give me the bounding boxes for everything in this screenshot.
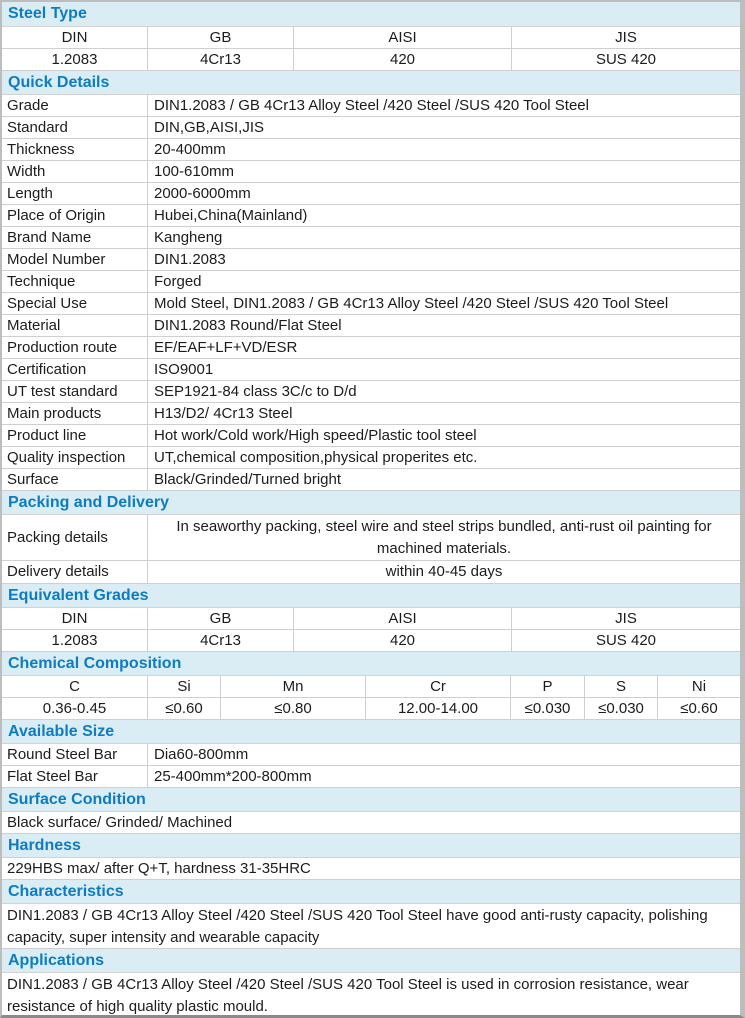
- equivalent-grades-values-row: [2, 630, 740, 652]
- detail-label: Material: [2, 315, 148, 336]
- steel-type-col-header: GB: [148, 27, 294, 48]
- grade-col-header: JIS: [615, 610, 637, 627]
- grade-col-header: AISI: [294, 608, 512, 629]
- size-label: Round Steel Bar: [2, 744, 148, 765]
- detail-label: Length: [2, 183, 148, 204]
- detail-label: Place of Origin: [2, 205, 148, 226]
- element-col-header: S: [585, 676, 658, 697]
- size-label: Flat Steel Bar: [2, 766, 148, 787]
- detail-value: DIN1.2083 / GB 4Cr13 Alloy Steel /420 Steel /SUS 420 Tool Steel: [154, 97, 589, 114]
- detail-value: UT,chemical composition,physical properites etc.: [154, 449, 478, 466]
- detail-label: Thickness: [2, 139, 148, 160]
- table-row: [2, 469, 740, 491]
- chemical-columns-row: [2, 676, 740, 698]
- detail-value: ISO9001: [154, 361, 214, 378]
- detail-value: Hubei,China(Mainland): [154, 207, 308, 224]
- detail-value: DIN1.2083: [154, 251, 226, 268]
- detail-label: Delivery details: [2, 561, 148, 583]
- detail-value: within 40-45 days: [385, 563, 503, 580]
- detail-label: Production route: [2, 337, 148, 358]
- table-row: [2, 744, 740, 766]
- section-header-surface-condition: Surface Condition: [2, 788, 740, 812]
- table-row: [2, 205, 740, 227]
- grade-value: 1.2083: [2, 630, 148, 651]
- detail-label: UT test standard: [2, 381, 148, 402]
- detail-value: Kangheng: [154, 229, 223, 246]
- applications-text: DIN1.2083 / GB 4Cr13 Alloy Steel /420 Steel /SUS 420 Tool Steel is used in corrosion resistance, wear resistance of high quality plastic mould.: [2, 973, 740, 1018]
- steel-type-col-header: JIS: [615, 29, 637, 46]
- section-header-characteristics: Characteristics: [2, 880, 740, 904]
- grade-col-header: DIN: [2, 608, 148, 629]
- detail-value: EF/EAF+LF+VD/ESR: [154, 339, 298, 356]
- detail-label: Grade: [2, 95, 148, 116]
- table-row: [2, 515, 740, 561]
- element-value: 0.36-0.45: [2, 698, 148, 719]
- section-header-available-size: Available Size: [2, 720, 740, 744]
- equivalent-grades-columns-row: [2, 608, 740, 630]
- detail-value: SEP1921-84 class 3C/c to D/d: [154, 383, 357, 400]
- element-value: ≤0.60: [148, 698, 221, 719]
- surface-condition-text: Black surface/ Grinded/ Machined: [2, 812, 740, 834]
- section-header-steel-type: Steel Type: [2, 2, 740, 27]
- table-row: [2, 117, 740, 139]
- hardness-text: 229HBS max/ after Q+T, hardness 31-35HRC: [2, 858, 740, 880]
- detail-label: Standard: [2, 117, 148, 138]
- table-row: [2, 271, 740, 293]
- element-col-header: Cr: [366, 676, 511, 697]
- element-col-header: C: [2, 676, 148, 697]
- grade-value: 4Cr13: [148, 630, 294, 651]
- table-row: [2, 447, 740, 469]
- detail-label: Model Number: [2, 249, 148, 270]
- table-row: [2, 766, 740, 788]
- table-row: [2, 425, 740, 447]
- table-row: [2, 381, 740, 403]
- steel-type-values-row: [2, 49, 740, 71]
- table-row: [2, 95, 740, 117]
- section-header-hardness: Hardness: [2, 834, 740, 858]
- table-row: [2, 403, 740, 425]
- table-row: [2, 359, 740, 381]
- element-col-header: P: [511, 676, 585, 697]
- element-value: ≤0.80: [221, 698, 366, 719]
- table-row: [2, 183, 740, 205]
- detail-value: DIN1.2083 Round/Flat Steel: [154, 317, 342, 334]
- detail-value: Mold Steel, DIN1.2083 / GB 4Cr13 Alloy Steel /420 Steel /SUS 420 Tool Steel: [154, 295, 669, 312]
- section-header-chemical-composition: Chemical Composition: [2, 652, 740, 676]
- element-col-header: Ni: [691, 678, 707, 695]
- section-header-applications: Applications: [2, 949, 740, 973]
- size-value: 25-400mm*200-800mm: [154, 768, 312, 785]
- characteristics-text: DIN1.2083 / GB 4Cr13 Alloy Steel /420 Steel /SUS 420 Tool Steel have good anti-rusty capacity, polishing capacity, super intensity and wearable capacity: [2, 904, 740, 949]
- element-value: ≤0.030: [585, 698, 658, 719]
- detail-label: Technique: [2, 271, 148, 292]
- section-header-packing-delivery: Packing and Delivery: [2, 491, 740, 515]
- detail-value: Forged: [154, 273, 202, 290]
- detail-value: In seaworthy packing, steel wire and steel strips bundled, anti-rust oil painting for machined materials.: [176, 517, 712, 557]
- element-col-header: Si: [148, 676, 221, 697]
- element-value: 12.00-14.00: [366, 698, 511, 719]
- table-row: [2, 161, 740, 183]
- detail-label: Special Use: [2, 293, 148, 314]
- detail-value: 100-610mm: [154, 163, 235, 180]
- detail-label: Packing details: [2, 515, 148, 560]
- detail-label: Width: [2, 161, 148, 182]
- detail-value: H13/D2/ 4Cr13 Steel: [154, 405, 293, 422]
- section-header-equivalent-grades: Equivalent Grades: [2, 584, 740, 608]
- steel-type-value: 1.2083: [2, 49, 148, 70]
- steel-type-columns-row: [2, 27, 740, 49]
- detail-value: 2000-6000mm: [154, 185, 251, 202]
- table-row: [2, 227, 740, 249]
- table-row: [2, 249, 740, 271]
- steel-type-value: SUS 420: [595, 51, 657, 68]
- steel-type-value: 4Cr13: [148, 49, 294, 70]
- steel-type-col-header: DIN: [2, 27, 148, 48]
- grade-col-header: GB: [148, 608, 294, 629]
- detail-label: Brand Name: [2, 227, 148, 248]
- grade-value: 420: [294, 630, 512, 651]
- grade-value: SUS 420: [595, 632, 657, 649]
- detail-value: Hot work/Cold work/High speed/Plastic tool steel: [154, 427, 477, 444]
- steel-type-value: 420: [294, 49, 512, 70]
- element-value: ≤0.60: [680, 700, 718, 717]
- table-row: [2, 139, 740, 161]
- element-value: ≤0.030: [511, 698, 585, 719]
- detail-label: Surface: [2, 469, 148, 490]
- steel-type-col-header: AISI: [294, 27, 512, 48]
- element-col-header: Mn: [221, 676, 366, 697]
- detail-label: Product line: [2, 425, 148, 446]
- detail-value: Black/Grinded/Turned bright: [154, 471, 342, 488]
- detail-value: 20-400mm: [154, 141, 226, 158]
- table-row: [2, 561, 740, 584]
- detail-label: Quality inspection: [2, 447, 148, 468]
- chemical-values-row: [2, 698, 740, 720]
- table-row: [2, 315, 740, 337]
- detail-label: Main products: [2, 403, 148, 424]
- detail-value: DIN,GB,AISI,JIS: [154, 119, 265, 136]
- section-header-quick-details: Quick Details: [2, 71, 740, 95]
- table-row: [2, 293, 740, 315]
- detail-label: Certification: [2, 359, 148, 380]
- size-value: Dia60-800mm: [154, 746, 249, 763]
- table-row: [2, 337, 740, 359]
